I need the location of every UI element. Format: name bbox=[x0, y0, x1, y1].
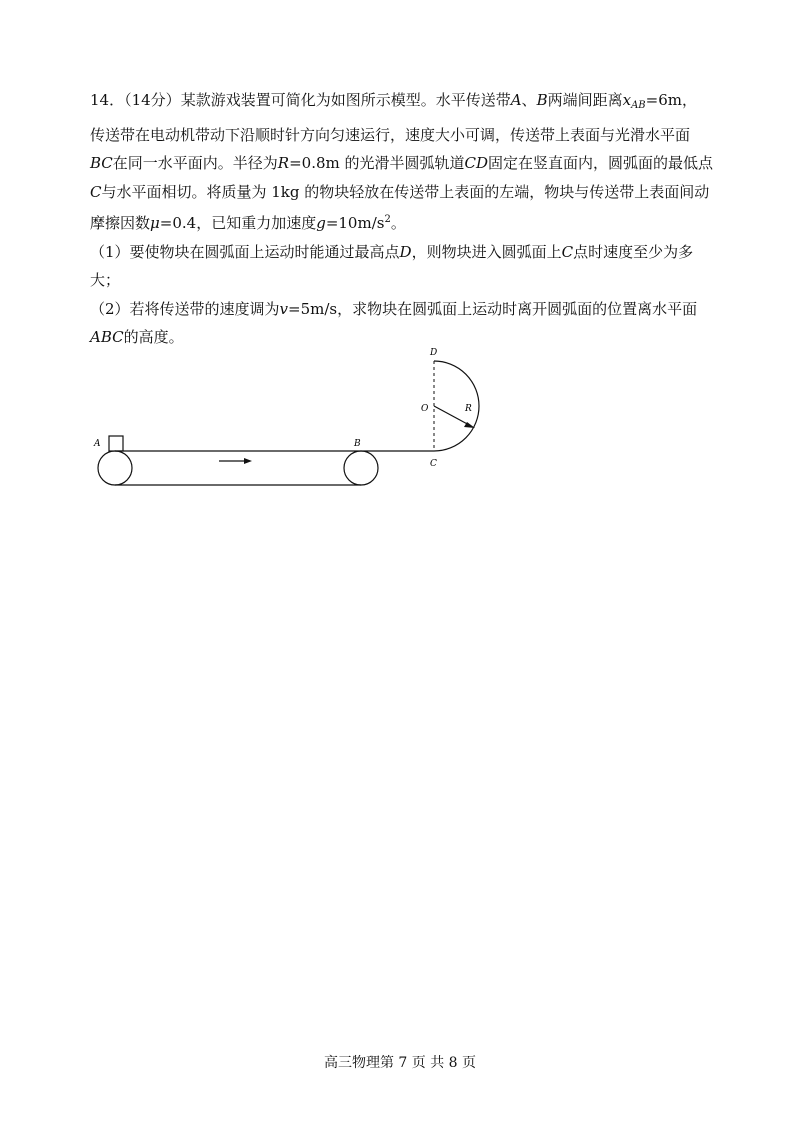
sub-question-2: （2）若将传送带的速度调为v=5m/s，求物块在圆弧面上运动时离开圆弧面的位置离水平面 bbox=[90, 299, 698, 318]
sub-question-1: （1）要使物块在圆弧面上运动时能通过最高点D，则物块进入圆弧面上C点时速度至少为多 bbox=[90, 242, 694, 261]
label-b: B bbox=[354, 439, 361, 449]
question-line-1: 14．（14分）某款游戏装置可简化为如图所示模型。水平传送带A、B两端间距离$x_{AB}=6m$， bbox=[90, 91, 697, 111]
conveyor-diagram bbox=[88, 340, 508, 500]
question-14 bbox=[90, 86, 730, 352]
semicircle-track-cd bbox=[434, 361, 479, 451]
page-footer: 高三物理第 7 页 共 8 页 bbox=[323, 1055, 477, 1071]
sub-question-1-cont: 大； bbox=[90, 271, 121, 289]
label-o: O bbox=[421, 404, 429, 414]
label-a: A bbox=[94, 439, 101, 449]
question-line-5: 摩擦因数μ=0.4，已知重力加速度$g=10m/s^2$。 bbox=[90, 214, 406, 232]
label-d: D bbox=[430, 348, 438, 358]
question-number: 14． bbox=[90, 91, 125, 109]
question-line-4: C与水平面相切。将质量为 1kg 的物块轻放在传送带上表面的左端，物块与传送带上表面间动 bbox=[90, 182, 710, 201]
question-line-3: BC在同一水平面内。半径为R=0.8m 的光滑半圆弧轨道CD固定在竖直面内，圆弧面的最低点 bbox=[90, 154, 714, 172]
sub-question-2-cont: ABC的高度。 bbox=[90, 328, 184, 346]
question-points: （14分） bbox=[124, 91, 181, 109]
label-c: C bbox=[430, 459, 437, 469]
question-line-2: 传送带在电动机带动下沿顺时针方向匀速运行，速度大小可调，传送带上表面与光滑水平面 bbox=[90, 125, 691, 144]
label-r: R bbox=[465, 404, 472, 414]
direction-arrow-icon bbox=[219, 458, 252, 464]
block bbox=[109, 436, 123, 451]
right-pulley bbox=[344, 451, 378, 485]
left-pulley bbox=[98, 451, 132, 485]
